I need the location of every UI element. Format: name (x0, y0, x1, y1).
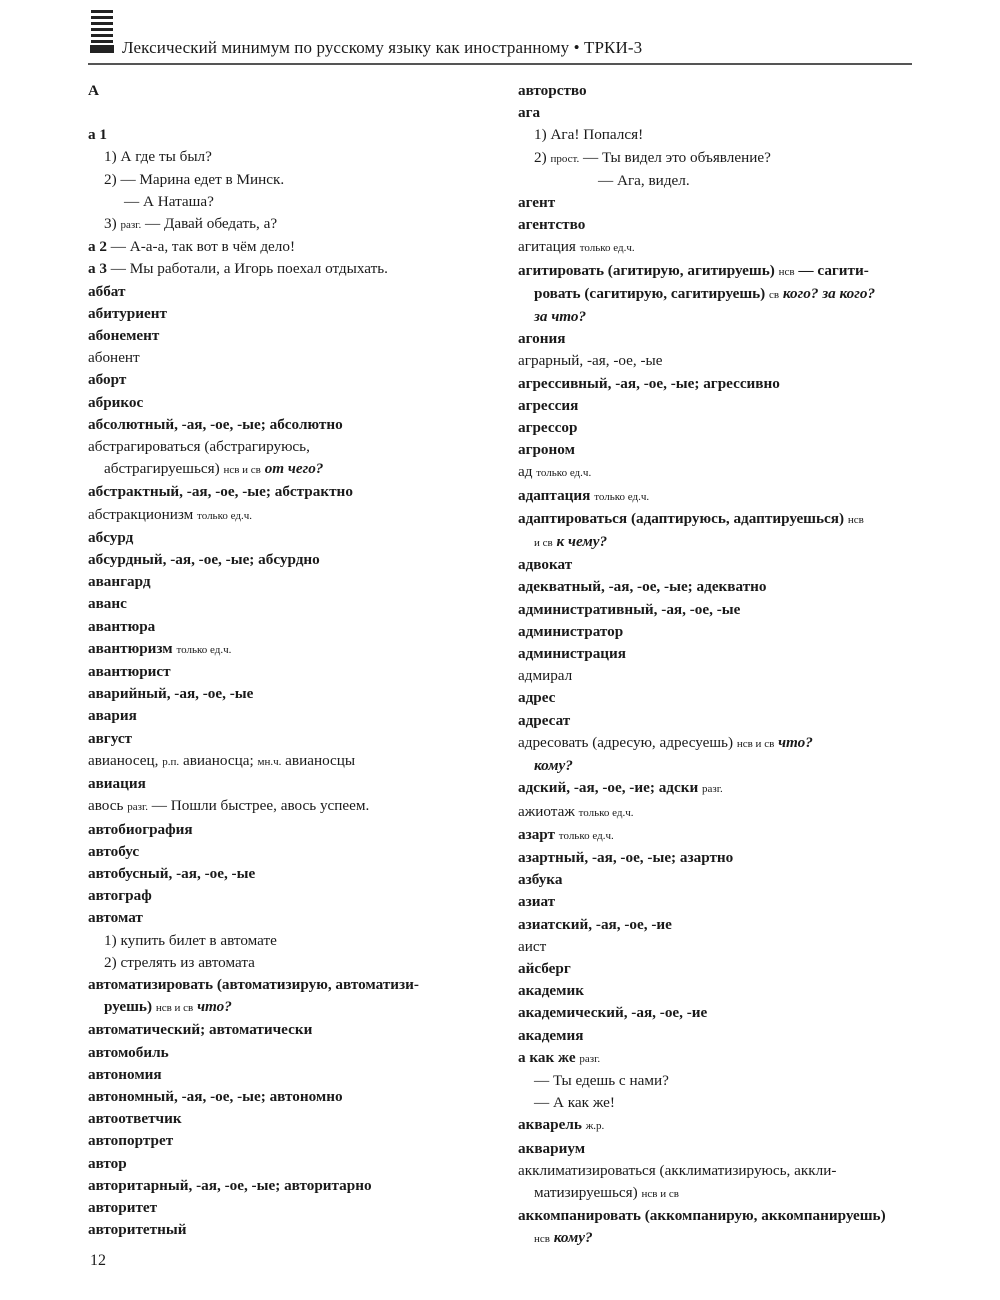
entry-text: абсолютный, -ая, -ое, -ые; абсолютно (88, 415, 343, 433)
entry-text: адвокат (518, 556, 573, 574)
entry-text: руешь) (104, 998, 153, 1016)
dictionary-entry (88, 281, 488, 303)
entry-text: автомат (88, 909, 143, 927)
entry-text: аграрный, -ая, -ое, -ые (518, 352, 663, 370)
entry-text: абстрактный, -ая, -ое, -ые; абстрактно (88, 483, 353, 501)
dictionary-entry: авианосец, р.п. авианосца; мн.ч. авианосцы (88, 751, 356, 769)
dictionary-entry: матизируешься) нсв и св (534, 1183, 679, 1201)
dictionary-entry (88, 303, 488, 325)
dictionary-entry: агитировать (агитирую, агитируешь) нсв — сагити- (518, 261, 869, 279)
entry-text: абитуриент (88, 304, 167, 322)
entry-text: авторство (518, 82, 587, 99)
entry-text: ад (518, 463, 533, 481)
entry-text: автоматический; автоматически (88, 1021, 313, 1039)
dictionary-entry: и св к чему? (534, 533, 608, 551)
dictionary-entry (518, 599, 918, 621)
entry-text: азарт (518, 825, 555, 843)
entry-text: а 3 (88, 260, 107, 278)
entry-text: академия (518, 1026, 584, 1044)
dictionary-entry (518, 1070, 918, 1092)
dictionary-entry (518, 439, 918, 461)
dictionary-entry (518, 980, 918, 1002)
dictionary-entry (88, 347, 488, 369)
dictionary-entry (88, 1197, 488, 1219)
dictionary-entry (88, 885, 488, 907)
dictionary-entry (518, 417, 918, 439)
entry-text: администратор (518, 622, 624, 640)
dictionary-entry (518, 80, 918, 102)
dictionary-entry (88, 1153, 488, 1175)
dictionary-entry (518, 1092, 918, 1114)
entry-text: аванс (88, 595, 127, 613)
dictionary-entry: адресовать (адресую, адресуешь) нсв и св что? (518, 733, 813, 751)
entry-text: автономия (88, 1065, 162, 1083)
entry-text: администрация (518, 645, 627, 663)
entry-text: авантюризм (88, 639, 173, 657)
entry-text: август (88, 729, 133, 747)
entry-text: адекватный, -ая, -ое, -ые; адекватно (518, 578, 767, 596)
dictionary-entry (518, 687, 918, 709)
entry-text: ровать (сагитирую, сагитируешь) (534, 284, 766, 302)
dictionary-entry (88, 1108, 488, 1130)
entry-text: автор (88, 1154, 127, 1172)
dictionary-entry: нсв кому? (534, 1229, 593, 1247)
entry-text: азиат (518, 893, 556, 911)
dictionary-entry (88, 952, 488, 974)
dictionary-entry (518, 124, 918, 146)
dictionary-entry (518, 373, 918, 395)
dictionary-entry: 3) разг. — Давай обедать, а? (104, 215, 278, 233)
entry-text: абстракционизм (88, 505, 194, 523)
entry-text: агитировать (агитирую, агитируешь) (518, 261, 775, 279)
dictionary-entry: ажиотаж только ед.ч. (518, 802, 634, 820)
entry-text: авиация (88, 775, 146, 793)
dictionary-entry (518, 665, 918, 687)
entry-text: азартный, -ая, -ое, -ые; азартно (518, 848, 734, 866)
entry-text: агент (518, 194, 556, 212)
dictionary-entry: азарт только ед.ч. (518, 825, 614, 843)
entry-text: аббат (88, 282, 126, 300)
entry-text: авторитет (88, 1198, 158, 1216)
dictionary-entry (88, 819, 488, 841)
dictionary-entry (88, 414, 488, 436)
dictionary-entry (88, 974, 488, 996)
entry-text: аккомпанировать (аккомпанирую, аккомпанируешь) (518, 1207, 886, 1225)
dictionary-entry (518, 214, 918, 236)
entry-text: автопортрет (88, 1132, 174, 1150)
dictionary-entry (88, 1219, 488, 1241)
entry-text: 2) (534, 148, 547, 166)
entry-text: агрессия (518, 396, 579, 414)
dictionary-entry (88, 661, 488, 683)
dictionary-entry (88, 728, 488, 750)
dictionary-entry (88, 930, 488, 952)
entry-text: 3) (104, 215, 117, 233)
entry-text: азбука (518, 871, 563, 889)
entry-text: абстрагируешься) (104, 460, 220, 478)
entry-text: автоматизировать (автоматизирую, автоматизи- (88, 975, 419, 993)
dictionary-entry (88, 1175, 488, 1197)
entry-text: академический, -ая, -ое, -ие (518, 1004, 708, 1022)
entry-text: — Ты едешь с нами? (534, 1071, 669, 1089)
dictionary-entry (88, 1042, 488, 1064)
dictionary-entry (88, 80, 488, 102)
dictionary-entry (518, 102, 918, 124)
dictionary-entry (88, 1019, 488, 1041)
entry-text: адмирал (518, 667, 573, 685)
dictionary-entry: абстракционизм только ед.ч. (88, 505, 252, 523)
dictionary-entry: ровать (сагитирую, сагитируешь) св кого? за кого? (534, 284, 876, 302)
dictionary-entry (518, 1002, 918, 1024)
entry-text: автоответчик (88, 1110, 182, 1128)
entry-text: автобусный, -ая, -ое, -ые (88, 864, 256, 882)
dictionary-entry (88, 616, 488, 638)
dictionary-entry (88, 773, 488, 795)
dictionary-entry (518, 936, 918, 958)
dictionary-entry (518, 1025, 918, 1047)
entry-text: авантюрист (88, 663, 171, 681)
entry-text: адрес (518, 689, 556, 707)
dictionary-entry (518, 395, 918, 417)
entry-text: абонент (88, 349, 140, 367)
entry-text: авангард (88, 573, 151, 591)
dictionary-entry: а как же разг. (518, 1048, 601, 1066)
dictionary-entry (88, 146, 488, 168)
dictionary-entry (518, 1138, 918, 1160)
dictionary-entry (518, 576, 918, 598)
dictionary-entry: за что? (534, 308, 587, 326)
dictionary-entry (518, 643, 918, 665)
entry-text: 2) стрелять из автомата (104, 953, 255, 971)
entry-text: агроном (518, 441, 575, 459)
dictionary-entry: авось разг. — Пошли быстрее, авось успеем. (88, 797, 370, 815)
entry-text: аварийный, -ая, -ое, -ые (88, 685, 254, 703)
entry-text: абсурдный, -ая, -ое, -ые; абсурдно (88, 551, 320, 569)
entry-text: акклиматизироваться (акклиматизируюсь, аккли- (518, 1161, 837, 1179)
entry-text: — А Наташа? (124, 192, 214, 210)
entry-text: административный, -ая, -ое, -ые (518, 600, 741, 618)
entry-text: абстрагироваться (абстрагируюсь, (88, 438, 310, 456)
entry-text: аборт (88, 371, 127, 389)
dictionary-entry: адаптироваться (адаптируюсь, адаптируешься) нсв (518, 509, 864, 527)
entry-text: абсурд (88, 528, 134, 546)
publisher-logo-icon (90, 8, 114, 54)
dictionary-entry (88, 369, 488, 391)
dictionary-entry (518, 710, 918, 732)
right-column (518, 80, 918, 1251)
entry-text: 1) купить билет в автомате (104, 931, 277, 949)
entry-text: авианосец, (88, 751, 159, 769)
entry-text: авантюра (88, 617, 156, 635)
dictionary-entry (88, 191, 488, 213)
dictionary-entry (88, 527, 488, 549)
dictionary-entry (518, 847, 918, 869)
entry-text: академик (518, 982, 584, 1000)
entry-text: ага (518, 104, 541, 122)
entry-text: автобиография (88, 820, 193, 838)
entry-text: — А как же! (534, 1094, 615, 1112)
dictionary-entry (88, 1130, 488, 1152)
dictionary-entry: руешь) нсв и св что? (104, 998, 232, 1016)
entry-text: азиатский, -ая, -ое, -ие (518, 915, 672, 933)
entry-text: 1) Ага! Попался! (534, 126, 644, 144)
entry-text: адаптироваться (адаптируюсь, адаптируешься) (518, 509, 845, 527)
dictionary-entry (88, 436, 488, 458)
entry-text: а как же (518, 1048, 576, 1066)
entry-text: авария (88, 707, 137, 725)
page-header (88, 8, 912, 65)
dictionary-entry (518, 328, 918, 350)
dictionary-entry (518, 192, 918, 214)
dictionary-entry: ад только ед.ч. (518, 463, 592, 481)
entry-text: аист (518, 937, 547, 955)
dictionary-entry (88, 549, 488, 571)
dictionary-entry (518, 170, 918, 192)
dictionary-entry: 2) прост. — Ты видел это объявление? (534, 148, 771, 166)
entry-text: автономный, -ая, -ое, -ые; автономно (88, 1087, 343, 1105)
entry-text: авторитарный, -ая, -ое, -ые; авторитарно (88, 1176, 372, 1194)
entry-text: агония (518, 330, 566, 348)
entry-text: 1) А где ты был? (104, 148, 212, 166)
entry-text: ажиотаж (518, 802, 575, 820)
dictionary-entry: абстрагируешься) нсв и св от чего? (104, 460, 324, 478)
entry-text: айсберг (518, 959, 571, 977)
dictionary-entry: кому? (534, 757, 573, 775)
dictionary-entry (88, 571, 488, 593)
dictionary-entry (518, 869, 918, 891)
dictionary-entry: а 2 — А-а-а, так вот в чём дело! (88, 238, 296, 256)
entry-text: абрикос (88, 393, 144, 411)
entry-text: адресат (518, 711, 571, 729)
entry-text: адаптация (518, 486, 591, 504)
dictionary-entry (518, 1160, 918, 1182)
entry-text: агитация (518, 238, 576, 256)
entry-text: аквариум (518, 1139, 586, 1157)
entry-text: а 2 (88, 238, 107, 256)
dictionary-entry (88, 683, 488, 705)
dictionary-entry (518, 1205, 918, 1227)
dictionary-entry (88, 841, 488, 863)
dictionary-entry (518, 958, 918, 980)
entry-text: 2) — Марина едет в Минск. (104, 170, 285, 188)
dictionary-entry (88, 863, 488, 885)
left-column (88, 80, 488, 1241)
entry-text: агрессивный, -ая, -ое, -ые; агрессивно (518, 374, 780, 392)
dictionary-entry (518, 350, 918, 372)
page-number: 12 (90, 1252, 106, 1269)
dictionary-entry: адский, -ая, -ое, -ие; адски разг. (518, 779, 723, 797)
dictionary-entry: агитация только ед.ч. (518, 238, 635, 256)
dictionary-entry (518, 914, 918, 936)
dictionary-entry (88, 169, 488, 191)
dictionary-entry (88, 481, 488, 503)
entry-text: авось (88, 797, 124, 815)
entry-text: — Ага, видел. (598, 171, 690, 189)
dictionary-entry (88, 325, 488, 347)
entry-spacer (88, 102, 488, 124)
dictionary-entry (518, 554, 918, 576)
dictionary-entry (88, 1064, 488, 1086)
entry-text: автобус (88, 842, 140, 860)
dictionary-entry: адаптация только ед.ч. (518, 486, 650, 504)
dictionary-entry (88, 1086, 488, 1108)
entry-text: автограф (88, 887, 152, 905)
entry-text: авторитетный (88, 1221, 187, 1239)
entry-text: матизируешься) (534, 1183, 638, 1201)
dictionary-entry (518, 891, 918, 913)
header-title: Лексический минимум по русскому языку как иностранному • ТРКИ-3 (122, 38, 643, 57)
dictionary-entry (88, 124, 488, 146)
entry-text: адресовать (адресую, адресуешь) (518, 733, 734, 751)
dictionary-entry: а 3 — Мы работали, а Игорь поехал отдыхать. (88, 260, 388, 278)
entry-text: агентство (518, 216, 586, 234)
entry-text: автомобиль (88, 1043, 169, 1061)
dictionary-entry (88, 392, 488, 414)
dictionary-entry: авантюризм только ед.ч. (88, 639, 232, 657)
dictionary-entry: акварель ж.р. (518, 1116, 605, 1134)
entry-text: акварель (518, 1116, 582, 1134)
entry-text: агрессор (518, 419, 578, 437)
dictionary-entry (88, 705, 488, 727)
dictionary-entry (88, 907, 488, 929)
entry-text: абонемент (88, 327, 160, 345)
dictionary-entry (88, 593, 488, 615)
entry-text: а 1 (88, 126, 107, 144)
dictionary-entry (518, 621, 918, 643)
entry-text: адский, -ая, -ое, -ие; адски (518, 779, 699, 797)
entry-text: А (88, 82, 99, 99)
